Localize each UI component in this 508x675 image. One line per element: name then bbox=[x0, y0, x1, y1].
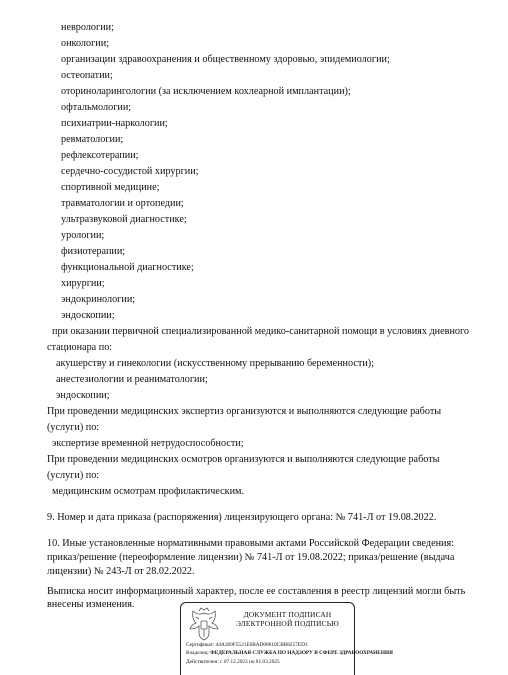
text-line: спортивной медицине; bbox=[61, 182, 160, 193]
text-line: оториноларингологии (за исключением кохлеарной имплантации); bbox=[61, 86, 351, 97]
stamp-owner-label: Владелец: bbox=[186, 650, 209, 656]
text-line: травматологии и ортопедии; bbox=[61, 198, 184, 209]
text-line: При проведении медицинских экспертиз организуются и выполняются следующие работы bbox=[47, 406, 442, 417]
text-line: лицензии) № 243-Л от 28.02.2022. bbox=[47, 566, 195, 577]
text-line: (услуги) по: bbox=[47, 470, 100, 481]
text-line: 10. Иные установленные нормативными правовыми актами Российской Федерации сведения: bbox=[47, 538, 455, 549]
stamp-owner-name: ФЕДЕРАЛЬНАЯ СЛУЖБА ПО НАДЗОРУ В СФЕРЕ ЗДРАВООХРАНЕНИЯ bbox=[210, 650, 393, 656]
text-line: ревматологии; bbox=[61, 134, 124, 145]
text-line: эндоскопии; bbox=[61, 310, 115, 321]
text-line: внесены изменения. bbox=[47, 599, 135, 610]
text-line: остеопатии; bbox=[61, 70, 113, 81]
text-line: урологии; bbox=[61, 230, 105, 241]
text-line: сердечно-сосудистой хирургии; bbox=[61, 166, 199, 177]
text-line: эндокринологии; bbox=[61, 294, 136, 305]
text-line: организации здравоохранения и общественному здоровью, эпидемиологии; bbox=[61, 54, 390, 65]
stamp-validity: Действителен: с 07.12.2023 по 01.03.2025 bbox=[186, 659, 280, 665]
text-line: рефлексотерапии; bbox=[61, 150, 139, 161]
text-line: психиатрии-наркологии; bbox=[61, 118, 168, 129]
text-line: медицинским осмотрам профилактическим. bbox=[52, 486, 245, 497]
text-line: физиотерапии; bbox=[61, 246, 126, 257]
text-line: неврологии; bbox=[61, 22, 114, 33]
text-line: функциональной диагностике; bbox=[61, 262, 194, 273]
electronic-signature-stamp bbox=[180, 602, 393, 675]
text-line: эндоскопии; bbox=[56, 390, 110, 401]
text-line: акушерству и гинекологии (искусственному прерыванию беременности); bbox=[56, 358, 374, 369]
text-line: приказ/решение (переоформление лицензии) № 741-Л от 19.08.2022; приказ/решение (выдача bbox=[47, 552, 455, 563]
text-line: анестезиологии и реаниматологии; bbox=[56, 374, 208, 385]
text-line: При проведении медицинских осмотров организуются и выполняются следующие работы bbox=[47, 454, 440, 465]
text-line: при оказании первичной специализированной медико-санитарной помощи в условиях дневного bbox=[52, 326, 470, 337]
text-line: экспертизе временной нетрудоспособности; bbox=[52, 438, 244, 449]
stamp-owner bbox=[186, 650, 393, 657]
stamp-title: ДОКУМЕНТ ПОДПИСАН bbox=[243, 610, 332, 619]
coat-of-arms-icon bbox=[187, 607, 221, 643]
text-line: офтальмологии; bbox=[61, 102, 132, 113]
text-line: онкологии; bbox=[61, 38, 110, 49]
text-line: хирургии; bbox=[61, 278, 105, 289]
text-line: (услуги) по: bbox=[47, 422, 100, 433]
stamp-certificate: Сертификат: 44A369F5521E0BAD08610CBB8257ED3 bbox=[186, 642, 308, 648]
text-line: Выписка носит информационный характер, после ее составления в реестр лицензий могли быть bbox=[47, 586, 466, 597]
text-line: стационара по: bbox=[47, 342, 113, 353]
text-line: 9. Номер и дата приказа (распоряжения) лицензирующего органа: № 741-Л от 19.08.2022. bbox=[47, 512, 437, 523]
stamp-subtitle: ЭЛЕКТРОННОЙ ПОДПИСЬЮ bbox=[236, 619, 339, 628]
text-line: ультразвуковой диагностике; bbox=[61, 214, 187, 225]
